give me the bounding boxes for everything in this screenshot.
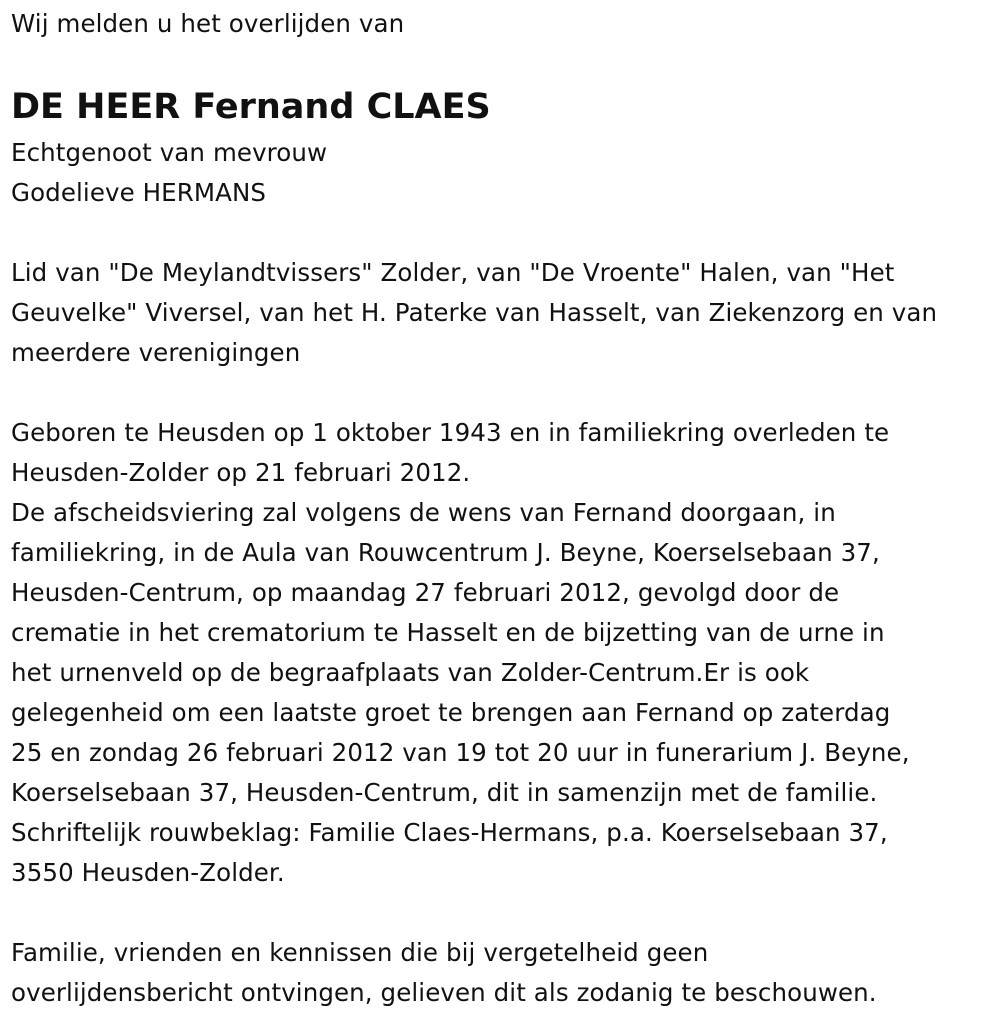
- detail-line: 25 en zondag 26 februari 2012 van 19 tot 20 uur in funerarium J. Beyne,: [11, 738, 910, 767]
- detail-line: De afscheidsviering zal volgens de wens van Fernand doorgaan, in: [11, 498, 836, 527]
- detail-line: Koerselsebaan 37, Heusden-Centrum, dit in samenzijn met de familie.: [11, 778, 878, 807]
- detail-line: Heusden-Zolder op 21 februari 2012.: [11, 458, 471, 487]
- detail-line: Geboren te Heusden op 1 oktober 1943 en in familiekring overleden te: [11, 418, 890, 447]
- detail-line: crematie in het crematorium te Hasselt en de bijzetting van de urne in: [11, 618, 885, 647]
- detail-line: het urnenveld op de begraafplaats van Zolder-Centrum.Er is ook: [11, 658, 810, 687]
- detail-line: 3550 Heusden-Zolder.: [11, 858, 285, 887]
- detail-line: Heusden-Centrum, op maandag 27 februari 2012, gevolgd door de: [11, 578, 840, 607]
- detail-line: familiekring, in de Aula van Rouwcentrum J. Beyne, Koerselsebaan 37,: [11, 538, 880, 567]
- membership-line: Lid van "De Meylandtvissers" Zolder, van "De Vroente" Halen, van "Het: [11, 258, 895, 287]
- deceased-name: DE HEER Fernand CLAES: [11, 87, 491, 127]
- detail-line: Schriftelijk rouwbeklag: Familie Claes-Hermans, p.a. Koerselsebaan 37,: [11, 818, 888, 847]
- intro-text: Wij melden u het overlijden van: [11, 9, 405, 38]
- closing-line: overlijdensbericht ontvingen, gelieven dit als zodanig te beschouwen.: [11, 978, 877, 1007]
- membership-line: meerdere verenigingen: [11, 338, 301, 367]
- spouse-line: Echtgenoot van mevrouw: [11, 138, 328, 167]
- closing-line: Familie, vrienden en kennissen die bij vergetelheid geen: [11, 938, 709, 967]
- membership-line: Geuvelke" Viversel, van het H. Paterke van Hasselt, van Ziekenzorg en van: [11, 298, 938, 327]
- spouse-line: Godelieve HERMANS: [11, 178, 267, 207]
- detail-line: gelegenheid om een laatste groet te brengen aan Fernand op zaterdag: [11, 698, 891, 727]
